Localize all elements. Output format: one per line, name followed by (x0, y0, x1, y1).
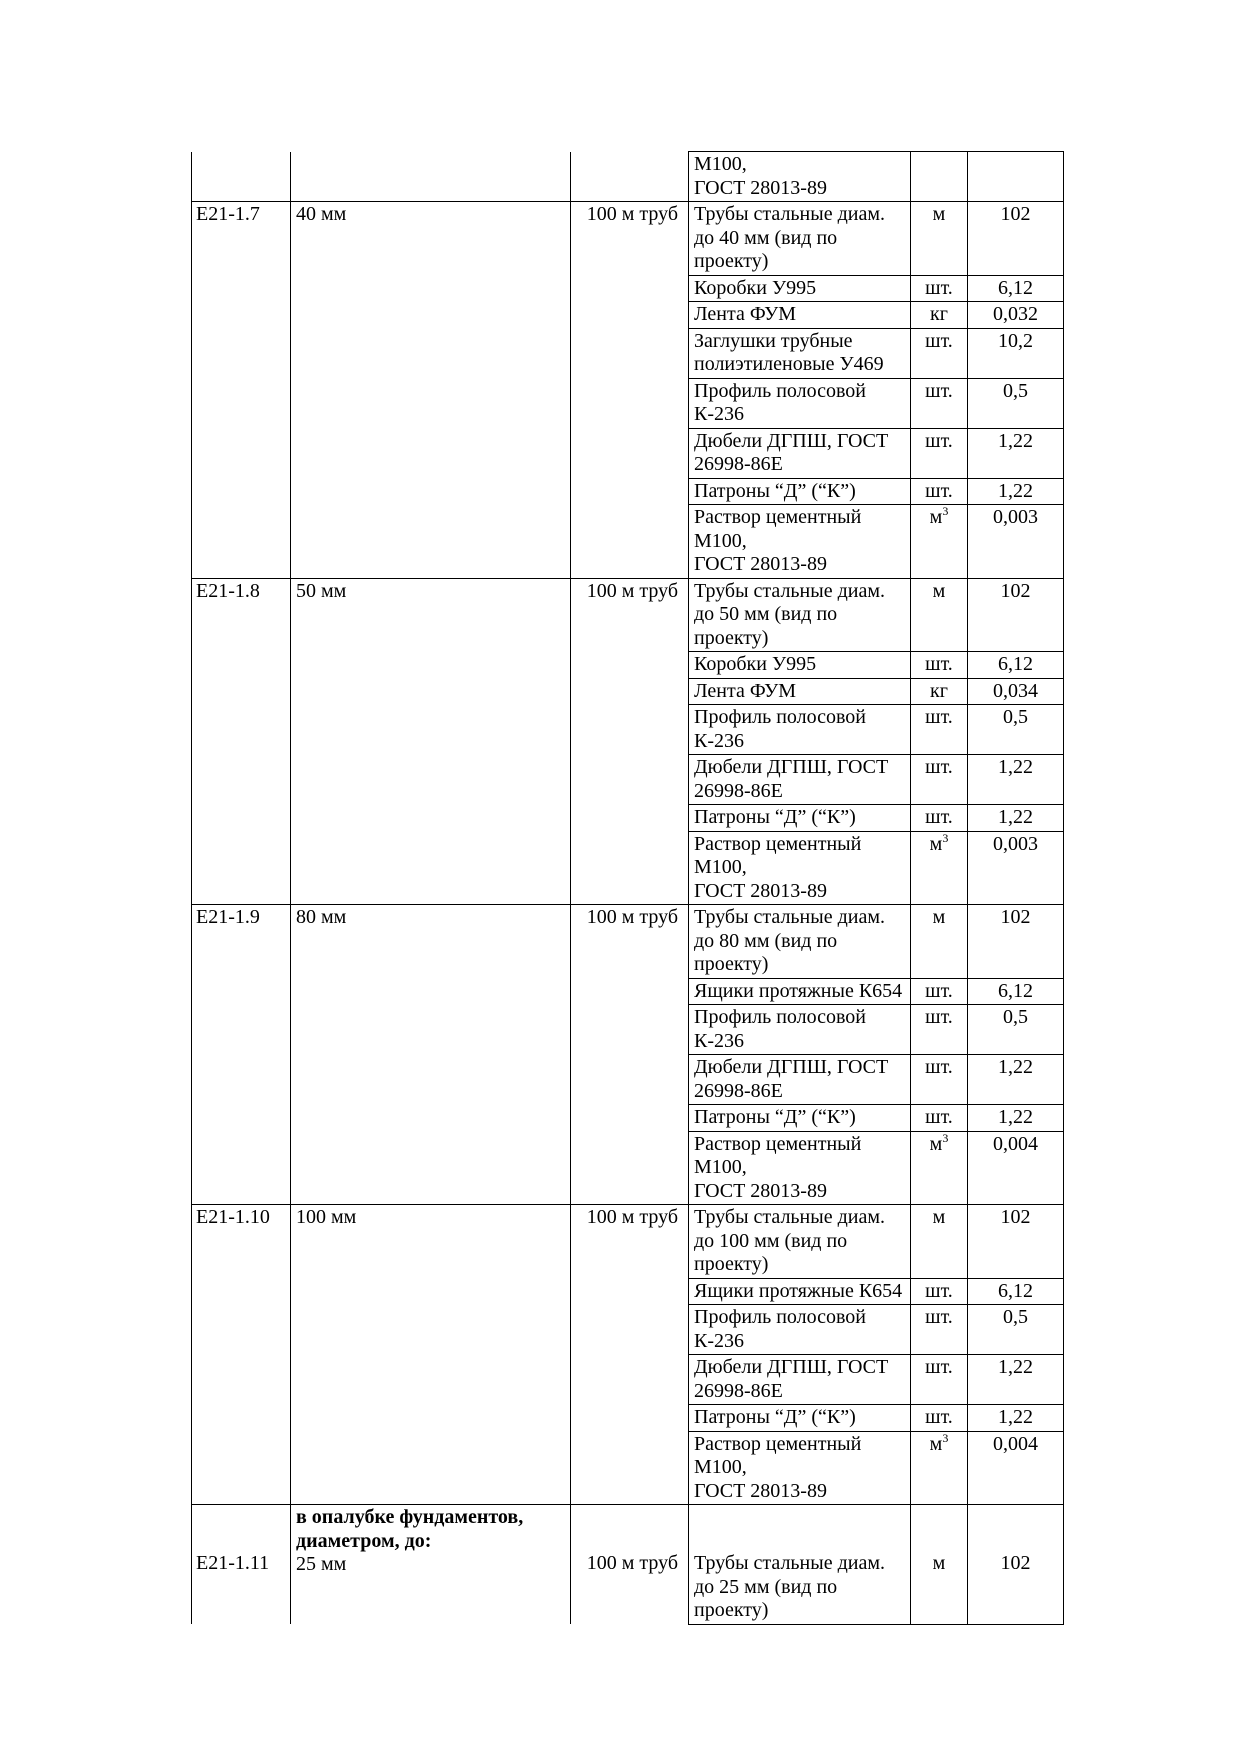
material-cell (689, 328, 911, 378)
unit-cell (911, 302, 968, 329)
measure-cell (571, 302, 689, 329)
desc-cell (291, 1305, 571, 1355)
table-row (192, 578, 1064, 652)
unit-label: кг (930, 303, 948, 325)
material-cell (689, 378, 911, 428)
table-row (192, 1105, 1064, 1132)
material-cell (689, 302, 911, 329)
code-label: Е21-1.11 (196, 1552, 270, 1574)
qty-cell: 0,004 (968, 1131, 1064, 1205)
table-row (192, 1131, 1064, 1205)
unit-cell (911, 1055, 968, 1105)
material-name: Раствор цементный М100, ГОСТ 28013-89 (694, 1432, 862, 1502)
measure-cell (571, 1405, 689, 1432)
measure-cell (571, 678, 689, 705)
material-name: Ящики протяжные К654 (694, 979, 903, 1002)
table-row (192, 478, 1064, 505)
code-cell (192, 505, 291, 579)
measure-cell (571, 831, 689, 905)
unit-label: м (932, 906, 946, 928)
table-row (192, 1505, 1064, 1625)
code-cell (192, 1355, 291, 1405)
qty-cell: 6,12 (968, 652, 1064, 679)
unit-label: шт. (925, 379, 953, 402)
measure-cell (571, 1305, 689, 1355)
material-cell (689, 705, 911, 755)
material-cell (689, 1405, 911, 1432)
qty-cell: 102 (968, 202, 1064, 276)
desc-label: 25 мм (296, 1553, 347, 1575)
material-name: Раствор цементный М100, ГОСТ 28013-89 (694, 1132, 862, 1202)
measure-cell (571, 275, 689, 302)
qty-cell: 1,22 (968, 755, 1064, 805)
unit-label: шт. (925, 1006, 953, 1028)
unit-label: м (929, 506, 943, 528)
unit-label: шт. (925, 979, 953, 1002)
desc-cell (291, 831, 571, 905)
unit-label: шт. (925, 1056, 953, 1078)
unit-label: м (932, 203, 946, 225)
desc-cell (291, 755, 571, 805)
desc-cell (291, 805, 571, 832)
qty-cell: 0,004 (968, 1431, 1064, 1505)
code-cell (192, 1278, 291, 1305)
material-cell (689, 805, 911, 832)
unit-cell (911, 275, 968, 302)
measure-cell (571, 505, 689, 579)
code-cell (192, 678, 291, 705)
material-cell (689, 1431, 911, 1505)
material-cell (689, 1305, 911, 1355)
code-cell (192, 1105, 291, 1132)
measure-cell (571, 328, 689, 378)
measure-cell (571, 705, 689, 755)
measure-cell: 100 м труб (571, 1205, 689, 1279)
unit-cell (911, 1355, 968, 1405)
code-cell (192, 1405, 291, 1432)
material-name: Профиль полосовой К-236 (694, 1006, 867, 1052)
material-name: Патроны “Д” (“К”) (694, 806, 856, 828)
material-name: Трубы стальные диам. до 40 мм (вид по проекту) (694, 203, 885, 272)
code-cell (192, 478, 291, 505)
material-cell (689, 1005, 911, 1055)
material-name: Раствор цементный М100, ГОСТ 28013-89 (694, 506, 862, 575)
material-cell (689, 1278, 911, 1305)
desc-cell (291, 1131, 571, 1205)
qty-cell: 0,034 (968, 678, 1064, 705)
qty-cell: 1,22 (968, 1355, 1064, 1405)
unit-cell (911, 1278, 968, 1305)
measure-cell: 100 м труб (571, 905, 689, 979)
desc-cell (291, 1505, 571, 1625)
unit-label: шт. (925, 756, 953, 778)
qty-cell: 0,5 (968, 1005, 1064, 1055)
qty-cell: 6,12 (968, 978, 1064, 1005)
desc-cell (291, 1005, 571, 1055)
measure-cell (571, 1131, 689, 1205)
material-cell (689, 152, 911, 202)
material-line: М100, (694, 153, 747, 175)
desc-cell (291, 652, 571, 679)
unit-superscript: 3 (942, 1130, 949, 1145)
desc-cell (291, 1278, 571, 1305)
code-cell (192, 275, 291, 302)
code-cell (192, 152, 291, 202)
material-name: Коробки У995 (694, 653, 817, 675)
unit-cell (911, 328, 968, 378)
unit-label: шт. (925, 329, 953, 352)
unit-label: м (929, 832, 943, 855)
table-row (192, 378, 1064, 428)
table-row (192, 1278, 1064, 1305)
desc-cell (291, 678, 571, 705)
continuation-row (192, 152, 1064, 202)
desc-cell (291, 1431, 571, 1505)
table-row (192, 1405, 1064, 1432)
desc-cell (291, 428, 571, 478)
desc-cell (291, 1405, 571, 1432)
desc-cell: 40 мм (291, 202, 571, 276)
unit-label: м (932, 1206, 946, 1228)
norms-table-page (191, 151, 1063, 1625)
code-cell (192, 378, 291, 428)
measure-cell (571, 1505, 689, 1625)
unit-cell (911, 1305, 968, 1355)
qty-cell: 1,22 (968, 1105, 1064, 1132)
material-cell (689, 478, 911, 505)
table-body (192, 152, 1064, 1625)
measure-cell (571, 152, 689, 202)
unit-label: м (929, 1132, 943, 1155)
qty-cell (968, 152, 1064, 202)
unit-cell (911, 1405, 968, 1432)
unit-label: шт. (925, 706, 953, 728)
qty-label: 102 (1000, 1552, 1031, 1574)
material-cell (689, 578, 911, 652)
material-cell (689, 1505, 911, 1625)
code-cell (192, 1305, 291, 1355)
material-name: Трубы стальные диам. до 50 мм (вид по проекту) (694, 579, 885, 649)
table-row (192, 1005, 1064, 1055)
material-name: Профиль полосовой К-236 (694, 706, 867, 752)
unit-cell (911, 1505, 968, 1625)
unit-cell (911, 578, 968, 652)
code-cell: Е21-1.10 (192, 1205, 291, 1279)
desc-cell (291, 152, 571, 202)
unit-cell (911, 978, 968, 1005)
material-name: Профиль полосовой К-236 (694, 1306, 867, 1352)
unit-superscript: 3 (942, 1430, 949, 1445)
material-cell (689, 505, 911, 579)
code-cell (192, 805, 291, 832)
material-name: Профиль полосовой К-236 (694, 379, 867, 425)
desc-cell (291, 328, 571, 378)
qty-cell: 10,2 (968, 328, 1064, 378)
unit-cell (911, 478, 968, 505)
material-cell (689, 1355, 911, 1405)
table-row (192, 1431, 1064, 1505)
table-row (192, 302, 1064, 329)
unit-cell (911, 152, 968, 202)
qty-cell: 102 (968, 905, 1064, 979)
code-cell: Е21-1.9 (192, 905, 291, 979)
material-line: ГОСТ 28013-89 (694, 176, 827, 199)
material-name: Лента ФУМ (694, 679, 797, 702)
code-cell (192, 428, 291, 478)
table-row (192, 652, 1064, 679)
table-row (192, 275, 1064, 302)
material-cell (689, 1055, 911, 1105)
unit-cell (911, 378, 968, 428)
unit-label: шт. (925, 276, 953, 299)
measure-label: 100 м труб (586, 1552, 678, 1574)
desc-cell (291, 378, 571, 428)
table-row (192, 678, 1064, 705)
qty-cell: 102 (968, 578, 1064, 652)
material-cell (689, 428, 911, 478)
measure-cell (571, 1005, 689, 1055)
unit-label: м (932, 579, 946, 602)
desc-cell (291, 1355, 571, 1405)
unit-cell (911, 1131, 968, 1205)
measure-cell (571, 978, 689, 1005)
measure-cell (571, 1055, 689, 1105)
measure-cell: 100 м труб (571, 202, 689, 276)
table-row (192, 805, 1064, 832)
material-cell (689, 678, 911, 705)
qty-cell: 0,032 (968, 302, 1064, 329)
material-name: Дюбели ДГПШ, ГОСТ 26998-86Е (694, 429, 889, 475)
code-cell (192, 1055, 291, 1105)
material-cell (689, 1131, 911, 1205)
unit-cell (911, 805, 968, 832)
qty-cell: 6,12 (968, 1278, 1064, 1305)
unit-label: шт. (925, 806, 953, 828)
qty-cell: 1,22 (968, 478, 1064, 505)
desc-cell (291, 978, 571, 1005)
material-cell (689, 978, 911, 1005)
qty-cell: 0,5 (968, 378, 1064, 428)
unit-label: шт. (925, 1356, 953, 1378)
unit-cell (911, 678, 968, 705)
material-cell (689, 652, 911, 679)
qty-cell: 1,22 (968, 805, 1064, 832)
table-row (192, 328, 1064, 378)
desc-cell (291, 1105, 571, 1132)
unit-label: шт. (925, 653, 953, 675)
qty-cell: 0,5 (968, 705, 1064, 755)
table-row (192, 1055, 1064, 1105)
unit-label: кг (930, 679, 948, 702)
material-name: Заглушки трубные полиэтиленовые У469 (694, 329, 884, 375)
unit-cell (911, 428, 968, 478)
qty-cell: 0,003 (968, 831, 1064, 905)
table-row (192, 978, 1064, 1005)
material-name: Трубы стальные диам. до 100 мм (вид по проекту) (694, 1206, 885, 1275)
desc-cell: 50 мм (291, 578, 571, 652)
code-cell (192, 1431, 291, 1505)
unit-label: м (932, 1552, 946, 1574)
measure-cell (571, 378, 689, 428)
qty-cell (968, 1505, 1064, 1625)
measure-cell (571, 1355, 689, 1405)
unit-label: шт. (925, 429, 953, 452)
measure-cell (571, 805, 689, 832)
desc-cell: 100 мм (291, 1205, 571, 1279)
code-cell (192, 1005, 291, 1055)
unit-superscript: 3 (942, 830, 949, 845)
unit-superscript: 3 (942, 504, 949, 518)
code-cell (192, 755, 291, 805)
unit-cell (911, 755, 968, 805)
code-cell (192, 1131, 291, 1205)
code-cell (192, 978, 291, 1005)
material-name: Дюбели ДГПШ, ГОСТ 26998-86Е (694, 756, 889, 802)
unit-label: шт. (925, 1279, 953, 1302)
material-name: Трубы стальные диам. до 25 мм (вид по проекту) (694, 1552, 885, 1621)
unit-cell (911, 202, 968, 276)
unit-label: м (929, 1432, 943, 1455)
material-name: Дюбели ДГПШ, ГОСТ 26998-86Е (694, 1356, 889, 1402)
measure-cell (571, 1278, 689, 1305)
unit-label: шт. (925, 1406, 953, 1428)
measure-cell (571, 1431, 689, 1505)
measure-cell (571, 652, 689, 679)
code-cell (192, 831, 291, 905)
material-cell (689, 202, 911, 276)
measure-cell (571, 755, 689, 805)
material-name: Дюбели ДГПШ, ГОСТ 26998-86Е (694, 1056, 889, 1102)
qty-cell: 1,22 (968, 428, 1064, 478)
desc-cell (291, 505, 571, 579)
material-name: Коробки У995 (694, 276, 817, 299)
unit-cell (911, 652, 968, 679)
table-row (192, 831, 1064, 905)
material-name: Трубы стальные диам. до 80 мм (вид по проекту) (694, 906, 885, 975)
unit-label: шт. (925, 479, 953, 502)
desc-cell (291, 705, 571, 755)
measure-cell (571, 1105, 689, 1132)
section-heading: в опалубке фундаментов, диаметром, до: (296, 1506, 524, 1552)
desc-cell (291, 302, 571, 329)
material-name: Патроны “Д” (“К”) (694, 1406, 856, 1428)
measure-cell (571, 478, 689, 505)
material-name: Лента ФУМ (694, 303, 797, 325)
unit-cell (911, 705, 968, 755)
material-name: Патроны “Д” (“К”) (694, 479, 856, 502)
unit-cell (911, 505, 968, 579)
measure-cell (571, 428, 689, 478)
desc-cell (291, 1055, 571, 1105)
table-row (192, 705, 1064, 755)
material-cell (689, 755, 911, 805)
material-name: Ящики протяжные К654 (694, 1279, 903, 1302)
code-cell (192, 302, 291, 329)
qty-cell: 0,003 (968, 505, 1064, 579)
unit-cell (911, 1105, 968, 1132)
qty-cell: 102 (968, 1205, 1064, 1279)
table-row (192, 755, 1064, 805)
unit-cell (911, 1431, 968, 1505)
table-row (192, 1205, 1064, 1279)
qty-cell: 1,22 (968, 1405, 1064, 1432)
unit-cell (911, 1205, 968, 1279)
table-row (192, 1305, 1064, 1355)
materials-table (191, 151, 1064, 1625)
measure-cell: 100 м труб (571, 578, 689, 652)
qty-cell: 6,12 (968, 275, 1064, 302)
desc-cell (291, 275, 571, 302)
material-name: Раствор цементный М100, ГОСТ 28013-89 (694, 832, 862, 902)
table-row (192, 202, 1064, 276)
table-row (192, 505, 1064, 579)
qty-cell: 1,22 (968, 1055, 1064, 1105)
code-cell (192, 1505, 291, 1625)
material-cell (689, 275, 911, 302)
unit-cell (911, 831, 968, 905)
material-cell (689, 1105, 911, 1132)
unit-cell (911, 905, 968, 979)
material-cell (689, 1205, 911, 1279)
material-cell (689, 831, 911, 905)
unit-label: шт. (925, 1106, 953, 1128)
material-name: Патроны “Д” (“К”) (694, 1106, 856, 1128)
code-cell: Е21-1.8 (192, 578, 291, 652)
table-row (192, 905, 1064, 979)
desc-cell: 80 мм (291, 905, 571, 979)
code-cell (192, 705, 291, 755)
material-cell (689, 905, 911, 979)
table-row (192, 428, 1064, 478)
qty-cell: 0,5 (968, 1305, 1064, 1355)
unit-cell (911, 1005, 968, 1055)
code-cell (192, 652, 291, 679)
code-cell: Е21-1.7 (192, 202, 291, 276)
code-cell (192, 328, 291, 378)
table-row (192, 1355, 1064, 1405)
unit-label: шт. (925, 1306, 953, 1328)
desc-cell (291, 478, 571, 505)
